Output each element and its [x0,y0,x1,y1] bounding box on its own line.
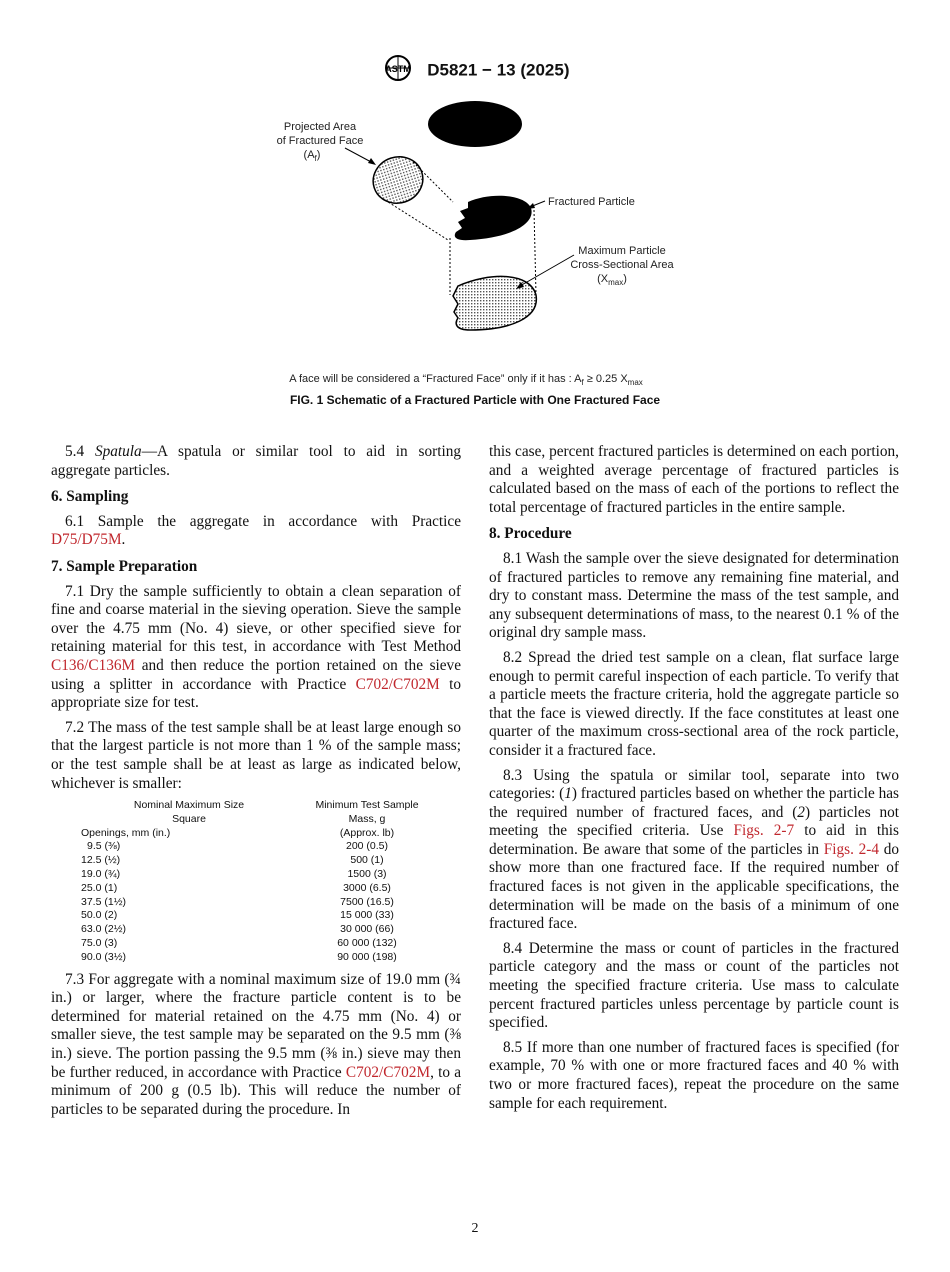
svg-text:ASTM: ASTM [384,64,411,74]
figure-note: A face will be considered a “Fractured Face” only if it has : $A_f \ge 0.25$ $X_{max}$ [289,373,643,387]
fractured-particle-shape [455,196,532,240]
page-number: 2 [471,1221,479,1236]
para-8-3: 8.3 Using the spatula or similar tool, separate into two categories: (1) fractured particles based on whether the particle has the required number of fractured faces, and (2) particles not meeting the specified criteria. Use Figs. 2-7 to aid in this determination. Be aware that some of the particles in Figs. 2-4 do show more than one fractured face. If the required number of fractured faces is not given in the applicable specifications, the determination will be made on the basis of a minimum of one fractured face. [489,766,900,933]
figure-1 [0,90,950,420]
para-8-1: 8.1 Wash the sample over the sieve designated for determination of fractured particles to remove any remaining fine material, and dry to constant mass. Determine the mass of the test sample, and any subsequent determinations of mass, to the nearest 0.1 % of the original dry sample mass. [489,549,899,642]
label-max-2: Cross-Sectional Area [570,259,674,271]
table-row: 90.0 (3½) 90 000 (198) [81,950,397,963]
right-column [489,443,899,1119]
para-8-2: 8.2 Spread the dried test sample on a clean, flat surface large enough to permit careful inspection of each particle. To verify that a particle meets the fracture criteria, hold the aggregate particle so that the face is viewed directly. If the face constitutes at least one quarter of the maximum cross-sectional area of the rock particle, consider it a fractured face. [489,648,899,759]
link-d75[interactable]: D75/D75M [51,531,122,549]
table-row: 75.0 (3) 60 000 (132) [81,937,397,950]
para-6-1: 6.1 Sample the aggregate in accordance with Practice D75/D75M. [51,512,461,549]
label-projected-1: Projected Area [283,121,357,133]
para-8-4: 8.4 Determine the mass or count of particles in the fractured particle category and the mass or count of the particles not meeting the specified fracture criteria. Use mass to calculate percent fractured particles unless percentage by particle count is specified. [489,939,899,1032]
max-cross-section-shape [453,276,536,330]
table-row: 50.0 (2) 15 000 (33) [81,909,394,922]
sample-size-table: Nominal Maximum Size Minimum Test Sample Square Mass, g Openings, mm (in.) (Approx. lb) 9.5 (⅜) 200 (0.5) 12.5 (½) 500 (1) 19.0 (¾) 1500 (3) 25.0 (1) 3000 (6.5) 37.5 (1½) 7500 (16.5) 50.0 (2) 15 000 (33) 63.0 (2½) 30 000 (66) 75.0 (3) 60 000 (132) 90.0 (3½) 90 000 (198) [81,799,437,965]
left-column [51,443,461,1125]
link-c702[interactable]: C702/C702M [355,675,440,693]
page-header [0,54,950,87]
label-max-1: Maximum Particle [578,245,666,257]
table-row: 63.0 (2½) 30 000 (66) [81,923,394,936]
figure-caption: FIG. 1 Schematic of a Fractured Particle with One Fractured Face [289,393,661,407]
link-figs-2-7[interactable]: Figs. 2-7 [733,822,795,840]
para-5-4: 5.4 Spatula—A spatula or similar tool to aid in sorting aggregate particles. [51,443,461,479]
para-7-3: 7.3 For aggregate with a nominal maximum size of 19.0 mm (¾ in.) or larger, where the fracture particle content is to be determined for material retained on the 4.75 mm (No. 4) or smaller sieve, the test sample may be separated on the 9.5 mm (⅜ in.) sieve. The portion passing the 9.5 mm (⅜ in.) sieve may then be further reduced, in accordance with Practice C702/C702M, to a minimum of 200 g (0.5 lb). This will reduce the number of particles to be separated during the procedure. In [51,970,461,1118]
table-row: 37.5 (1½) 7500 (16.5) [81,895,394,908]
para-continued: this case, percent fractured particles is determined on each portion, and a weighted average percentage of fractured particles is calculated based on the mass of each of the portions to reflect the total percentage of fractured particles in the entire sample. [489,443,899,516]
heading-sampling: 6. Sampling [51,488,129,506]
table-row: 25.0 (1) 3000 (6.5) [81,881,391,894]
label-fractured-particle: Fractured Particle [548,196,635,208]
heading-procedure: 8. Procedure [489,525,572,543]
astm-logo-icon [381,54,415,87]
heading-sample-preparation: 7. Sample Preparation [51,557,198,575]
link-figs-2-4[interactable]: Figs. 2-4 [823,840,880,858]
fractured-face-shape [367,150,429,209]
para-7-2: 7.2 The mass of the test sample shall be at least large enough so that the largest particle is not more than 1 % of the sample mass; or the test sample shall be at least as large as indicated below, whichever is smaller: [51,718,461,792]
label-projected-3: $(A_f)$ [303,149,321,163]
label-projected-2: of Fractured Face [276,135,364,147]
document-designation: D5821 − 13 (2025) [427,60,570,80]
para-7-1: 7.1 Dry the sample sufficiently to obtain a clean separation of fine and coarse material in the sieving operation. Sieve the sample over the 4.75 mm (No. 4) sieve, or other specified sieve for retaining material for this test, in accordance with Test Method C136/C136M and then reduce the portion retained on the sieve using a splitter in accordance with Practice C702/C702M to appropriate size for test. [51,582,461,712]
top-particle-shape [428,101,522,147]
link-c702-2[interactable]: C702/C702M [345,1063,431,1081]
table-row: 9.5 (⅜) 200 (0.5) [87,840,389,853]
table-row: 12.5 (½) 500 (1) [81,854,384,867]
para-8-5: 8.5 If more than one number of fractured faces is specified (for example, 70 % with one or more fractured faces and 40 % with two or more fractured faces), repeat the procedure on the same sample for each requirement. [489,1038,899,1112]
link-c136[interactable]: C136/C136M [51,656,136,674]
label-max-3: $(X_{max})$ [597,273,627,287]
table-row: 19.0 (¾) 1500 (3) [81,868,387,881]
